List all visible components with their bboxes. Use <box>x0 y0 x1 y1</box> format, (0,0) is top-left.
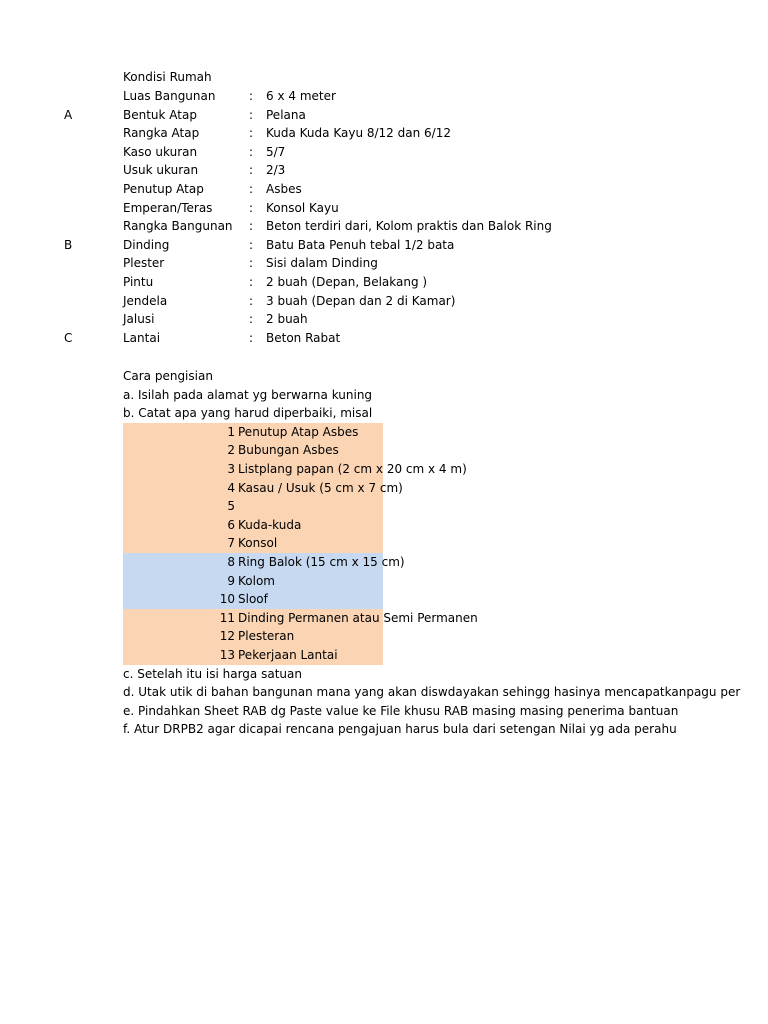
spec-colon: : <box>249 256 254 271</box>
spec-row <box>0 87 768 106</box>
instruction-row <box>0 404 768 423</box>
instruction-a: a. Isilah pada alamat yg berwarna kuning <box>123 387 373 402</box>
work-item-row <box>0 497 768 516</box>
spec-label: Dinding <box>123 237 170 252</box>
work-item-row <box>0 479 768 498</box>
work-item-row <box>0 609 768 628</box>
spec-label: Kaso ukuran <box>123 144 198 159</box>
spec-label: Pintu <box>123 275 154 289</box>
spec-label: Luas Bangunan <box>123 89 216 103</box>
work-item-name: Pekerjaan Lantai <box>238 648 338 662</box>
spec-label: Rangka Bangunan <box>123 219 233 234</box>
work-item-number: 9 <box>227 573 235 588</box>
instruction-d: d. Utak utik di bahan bangunan mana yang akan diswdayakan sehingg hasinya mencapatkanpagu per <box>123 685 741 700</box>
spec-row <box>0 329 768 348</box>
spec-label: Penutup Atap <box>123 182 204 196</box>
spec-label: Plester <box>123 256 165 271</box>
spec-code: B <box>64 237 73 252</box>
spec-colon: : <box>249 182 254 196</box>
work-item-number: 10 <box>219 592 235 607</box>
spec-colon: : <box>249 200 254 215</box>
work-item-number: 5 <box>227 499 235 514</box>
spec-code: A <box>64 107 73 122</box>
work-item-number: 13 <box>219 648 235 662</box>
spec-label: Rangka Atap <box>123 126 200 141</box>
work-item-row <box>0 534 768 553</box>
work-item-name: Dinding Permanen atau Semi Permanen <box>238 610 478 625</box>
spec-value: 2/3 <box>266 163 286 178</box>
section-title-row <box>0 68 768 87</box>
spec-row <box>0 199 768 218</box>
work-item-number: 6 <box>227 517 235 532</box>
spec-value: Beton terdiri dari, Kolom praktis dan Balok Ring <box>266 219 552 234</box>
spec-colon: : <box>249 107 254 122</box>
work-item-number: 1 <box>227 424 235 439</box>
spec-value: 3 buah (Depan dan 2 di Kamar) <box>266 293 456 308</box>
spec-row <box>0 124 768 143</box>
instruction-row <box>0 683 768 702</box>
work-item-name: Kuda-kuda <box>238 517 302 532</box>
instruction-e: e. Pindahkan Sheet RAB dg Paste value ke File khusu RAB masing masing penerima bantuan <box>123 703 679 718</box>
spec-colon: : <box>249 126 254 141</box>
work-item-number: 8 <box>227 555 235 569</box>
work-item-row <box>0 627 768 646</box>
work-item-number: 11 <box>219 610 235 625</box>
work-item-name: Ring Balok (15 cm x 15 cm) <box>238 555 405 569</box>
work-item-number: 2 <box>227 443 235 458</box>
spec-label: Bentuk Atap <box>123 107 197 122</box>
work-item-number: 4 <box>227 480 235 495</box>
spec-colon: : <box>249 219 254 234</box>
spec-row <box>0 143 768 162</box>
instructions-title: Cara pengisian <box>123 369 213 383</box>
spec-colon: : <box>249 89 254 103</box>
spec-label: Lantai <box>123 330 161 345</box>
work-item-name: Listplang papan (2 cm x 20 cm x 4 m) <box>238 462 467 476</box>
spec-value: 5/7 <box>266 144 286 159</box>
work-item-row <box>0 460 768 479</box>
section-title: Kondisi Rumah <box>123 70 212 84</box>
spec-value: Batu Bata Penuh tebal 1/2 bata <box>266 237 455 252</box>
work-item-number: 3 <box>227 462 235 476</box>
work-item-name: Bubungan Asbes <box>238 443 339 458</box>
spec-label: Jalusi <box>123 312 155 327</box>
spec-value: Kuda Kuda Kayu 8/12 dan 6/12 <box>266 126 451 141</box>
spec-row <box>0 161 768 180</box>
work-item-number: 7 <box>227 536 235 551</box>
spec-colon: : <box>249 330 254 345</box>
instruction-f: f. Atur DRPB2 agar dicapai rencana pengajuan harus bula dari setengan Nilai yg ada perahu <box>123 722 677 737</box>
work-item-row <box>0 441 768 460</box>
spec-value: Pelana <box>266 107 306 122</box>
work-item-name: Sloof <box>238 592 268 607</box>
spec-row <box>0 273 768 292</box>
work-item-name: Konsol <box>238 536 278 551</box>
spec-code: C <box>64 330 73 345</box>
spec-label: Jendela <box>123 293 168 308</box>
spec-row <box>0 236 768 255</box>
work-item-name: Penutup Atap Asbes <box>238 424 359 439</box>
work-item-row <box>0 423 768 442</box>
spec-colon: : <box>249 293 254 308</box>
work-item-row <box>0 646 768 665</box>
spec-value: 2 buah <box>266 312 308 327</box>
instruction-c: c. Setelah itu isi harga satuan <box>123 666 302 681</box>
spec-value: 2 buah (Depan, Belakang ) <box>266 275 428 289</box>
work-item-row <box>0 516 768 535</box>
spec-value: Sisi dalam Dinding <box>266 256 378 271</box>
instruction-b: b. Catat apa yang harud diperbaiki, misal <box>123 406 373 421</box>
instruction-row <box>0 702 768 721</box>
instruction-row <box>0 665 768 684</box>
spec-row <box>0 180 768 199</box>
spec-colon: : <box>249 312 254 327</box>
highlight-orange <box>123 497 383 516</box>
instruction-row <box>0 386 768 405</box>
spec-colon: : <box>249 163 254 178</box>
spec-colon: : <box>249 237 254 252</box>
spec-row <box>0 217 768 236</box>
work-item-row <box>0 572 768 591</box>
work-item-name: Kolom <box>238 573 275 588</box>
spec-label: Emperan/Teras <box>123 200 213 215</box>
spec-value: Konsol Kayu <box>266 200 339 215</box>
spec-value: Beton Rabat <box>266 330 341 345</box>
spec-row <box>0 292 768 311</box>
spec-value: 6 x 4 meter <box>266 89 336 103</box>
spec-label: Usuk ukuran <box>123 163 199 178</box>
work-item-number: 12 <box>219 629 235 644</box>
spec-row <box>0 254 768 273</box>
spec-value: Asbes <box>266 182 302 196</box>
spec-row <box>0 310 768 329</box>
instruction-row <box>0 720 768 739</box>
instructions-title-row <box>0 367 768 386</box>
work-item-row <box>0 553 768 572</box>
spec-row <box>0 106 768 125</box>
work-item-name: Kasau / Usuk (5 cm x 7 cm) <box>238 480 403 495</box>
work-item-row <box>0 590 768 609</box>
spec-colon: : <box>249 144 254 159</box>
spec-colon: : <box>249 275 254 289</box>
work-item-name: Plesteran <box>238 629 295 644</box>
